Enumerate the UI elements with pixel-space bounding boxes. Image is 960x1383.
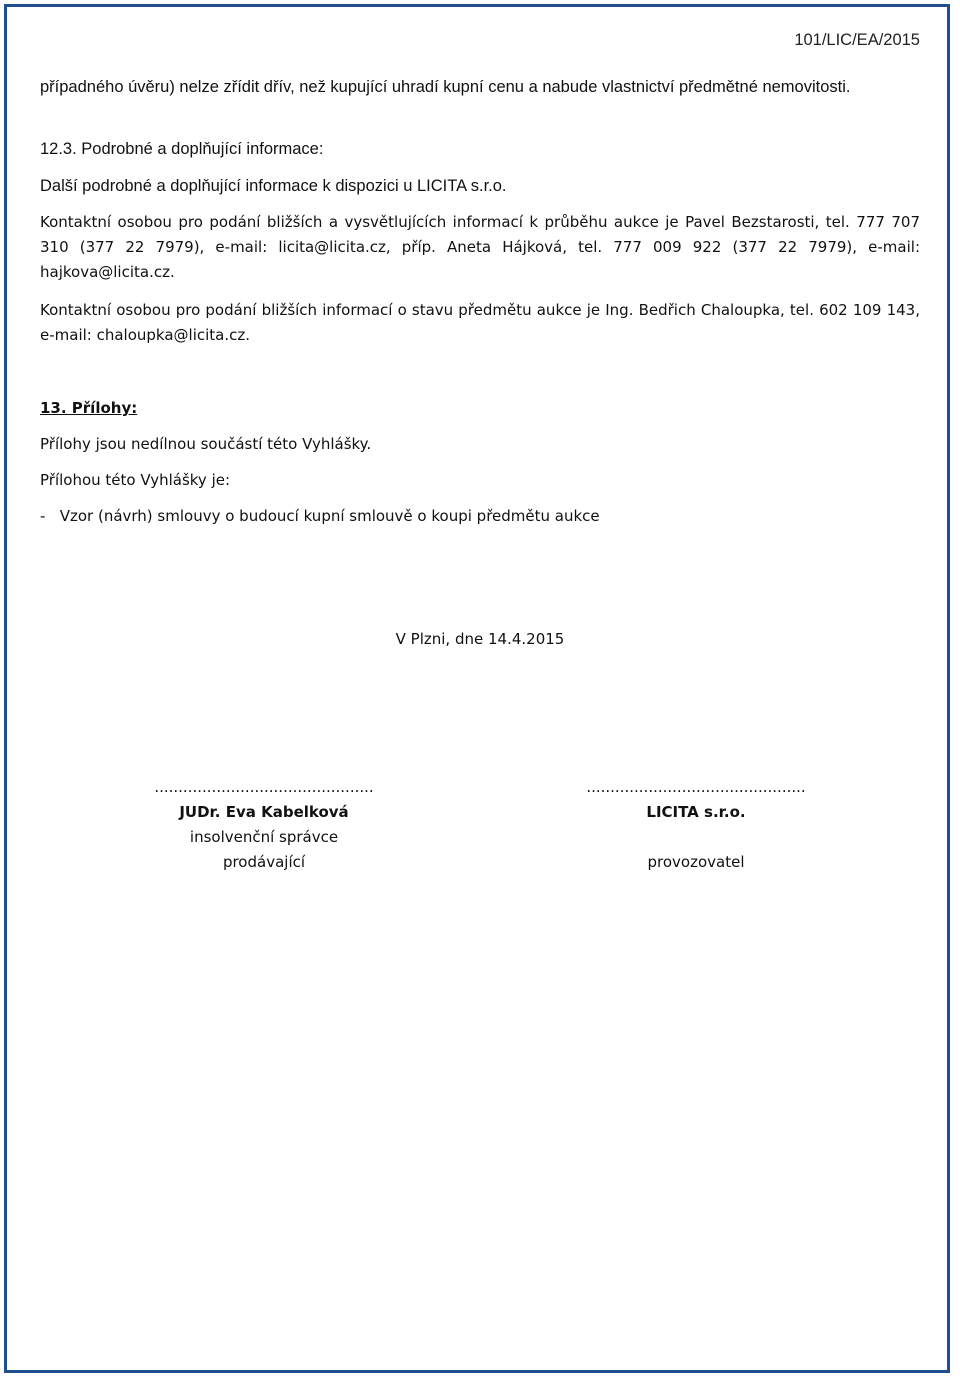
list-item-attachment: - Vzor (návrh) smlouvy o budoucí kupní smlouvě o koupi předmětu aukce [40, 507, 600, 525]
signature-block-right [556, 775, 836, 875]
section-heading-12-3: 12.3. Podrobné a doplňující informace: [40, 140, 324, 158]
signature-block-left [124, 775, 404, 875]
paragraph-contact-subject: Kontaktní osobou pro podání bližších informací o stavu předmětu aukce je Ing. Bedřich Chaloupka, tel. 602 109 143, e-mail: chaloupka@licita.cz. [40, 301, 920, 344]
paragraph-further-info: Další podrobné a doplňující informace k dispozici u LICITA s.r.o. [40, 177, 507, 195]
signatory-role-left-1: insolvenční správce [189, 828, 339, 846]
signatory-role-left-2: prodávající [222, 853, 306, 871]
signature-line-left: .............................................. [154, 778, 374, 796]
place-and-date: V Plzni, dne 14.4.2015 [395, 630, 565, 648]
paragraph-attachment-intro: Přílohou této Vyhlášky je: [40, 471, 231, 489]
signatory-name-right: LICITA s.r.o. [646, 803, 746, 821]
signatory-name-left: JUDr. Eva Kabelková [179, 803, 349, 821]
document-reference: 101/LIC/EA/2015 [794, 31, 920, 49]
signature-spacer-right [556, 825, 836, 850]
paragraph-contact-auction: Kontaktní osobou pro podání bližších a vysvětlujících informací k průběhu aukce je Pavel Bezstarosti, tel. 777 707 310 (377 22 7979), e-mail: licita@licita.cz, příp. Aneta Hájková, tel. 777 009 922 (377 22 7979), e-mail: hajkova@licita.cz. [40, 213, 920, 281]
section-heading-13: 13. Přílohy: [40, 399, 138, 417]
paragraph-loan-condition: případného úvěru) nelze zřídit dřív, než kupující uhradí kupní cenu a nabude vlastnictví předmětné nemovitosti. [40, 78, 851, 96]
signature-line-right: .............................................. [586, 778, 806, 796]
signatory-role-right-1: provozovatel [647, 853, 745, 871]
paragraph-attachments-part: Přílohy jsou nedílnou součástí této Vyhlášky. [40, 435, 372, 453]
